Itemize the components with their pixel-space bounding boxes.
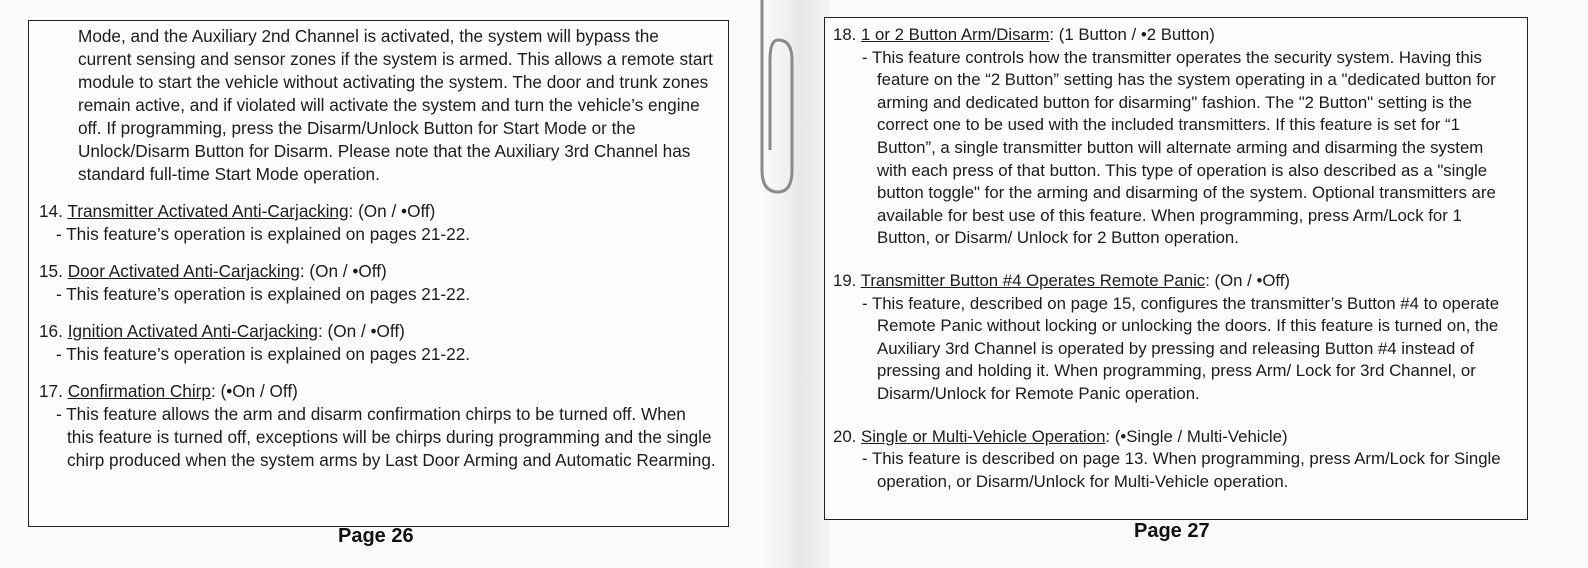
feature-number: 19.: [833, 270, 857, 290]
feature-number: 15.: [39, 261, 63, 281]
feature-number: 18.: [833, 25, 857, 44]
feature-description: - This feature’s operation is explained on pages 21-22.: [56, 344, 471, 364]
feature-item-15: [39, 260, 716, 306]
paper-clip-icon: [748, 0, 798, 200]
feature-options: : (On / •Off): [318, 321, 405, 341]
feature-item-18: [833, 24, 1515, 250]
left-page-box: [28, 20, 729, 527]
feature-item-14: [39, 200, 716, 246]
feature-item-20: [833, 426, 1515, 494]
feature-title: Door Activated Anti-Carjacking: [67, 261, 300, 281]
feature-description: - This feature is described on page 13. When programming, press Arm/Lock for Single operation, or Disarm/Unlock for Multi-Vehicle operation.: [862, 449, 1501, 491]
feature-options: : (•On / Off): [210, 381, 298, 401]
page-number-left: Page 26: [338, 525, 414, 547]
feature-options: : (•Single / Multi-Vehicle): [1105, 426, 1288, 446]
feature-number: 17.: [39, 381, 63, 401]
feature-options: : (1 Button / •2 Button): [1049, 25, 1215, 44]
feature-title: Confirmation Chirp: [67, 381, 211, 401]
feature-description: - This feature allows the arm and disarm confirmation chirps to be turned off. When this feature is turned off, exceptions will be chirps during programming and the single chirp produced when the system arms by Last Door Arming and Automatic Rearming.: [56, 404, 716, 470]
feature-number: 20.: [833, 426, 857, 446]
feature-item-17: [39, 380, 716, 472]
feature-description: - This feature, described on page 15, configures the transmitter’s Button #4 to operate Remote Panic without locking or unlocking the doors. If this feature is turned on, the Auxiliary 3rd Channel is operated by pressing and releasing Button #4 instead of pressing and holding it. When programming, press Arm/ Lock for 3rd Channel, or Disarm/Unlock for Remote Panic operation.: [862, 293, 1500, 403]
intro-paragraph: Mode, and the Auxiliary 2nd Channel is activated, the system will bypass the current sensing and sensor zones if the system is armed. This allows a remote start module to start the vehicle without activating the system. The door and trunk zones remain active, and if violated will activate the system and turn the vehicle’s engine off. If programming, press the Disarm/Unlock Button for Start Mode or the Unlock/Disarm Button for Disarm. Please note that the Auxiliary 3rd Channel has standard full-time Start Mode operation.: [78, 26, 713, 184]
feature-options: : (On / •Off): [299, 261, 387, 281]
feature-options: : (On / •Off): [1205, 270, 1291, 290]
feature-title: Transmitter Button #4 Operates Remote Panic: [860, 270, 1206, 290]
feature-title: 1 or 2 Button Arm/Disarm: [861, 25, 1050, 44]
feature-item-19: [833, 270, 1515, 406]
feature-title: Transmitter Activated Anti-Carjacking: [67, 201, 349, 221]
feature-title: Ignition Activated Anti-Carjacking: [67, 321, 318, 341]
feature-item-16: [39, 320, 716, 366]
feature-options: : (On / •Off): [348, 201, 436, 221]
right-page-box: [824, 17, 1528, 520]
feature-description: - This feature controls how the transmitter operates the security system. Having this feature on the “2 Button” setting has the system operating in a "dedicated button for arming and dedicated button for disarming" fashion. The "2 Button" setting is the correct one to be used with the included transmitters. If this feature is set for “1 Button”, a single transmitter button will alternate arming and disarming the system with each press of that button. This type of operation is also described as a "single button toggle" for the arming and disarming of the system. Optional transmitters are available for best use of this feature. When programming, press Arm/Lock for 1 Button, or Disarm/ Unlock for 2 Button operation.: [862, 47, 1496, 248]
feature-description: - This feature’s operation is explained on pages 21-22.: [56, 224, 471, 244]
feature-title: Single or Multi-Vehicle Operation: [861, 426, 1106, 446]
feature-number: 16.: [39, 321, 63, 341]
page-number-right: Page 27: [1134, 520, 1210, 542]
feature-description: - This feature’s operation is explained on pages 21-22.: [56, 284, 471, 304]
feature-number: 14.: [39, 201, 63, 221]
